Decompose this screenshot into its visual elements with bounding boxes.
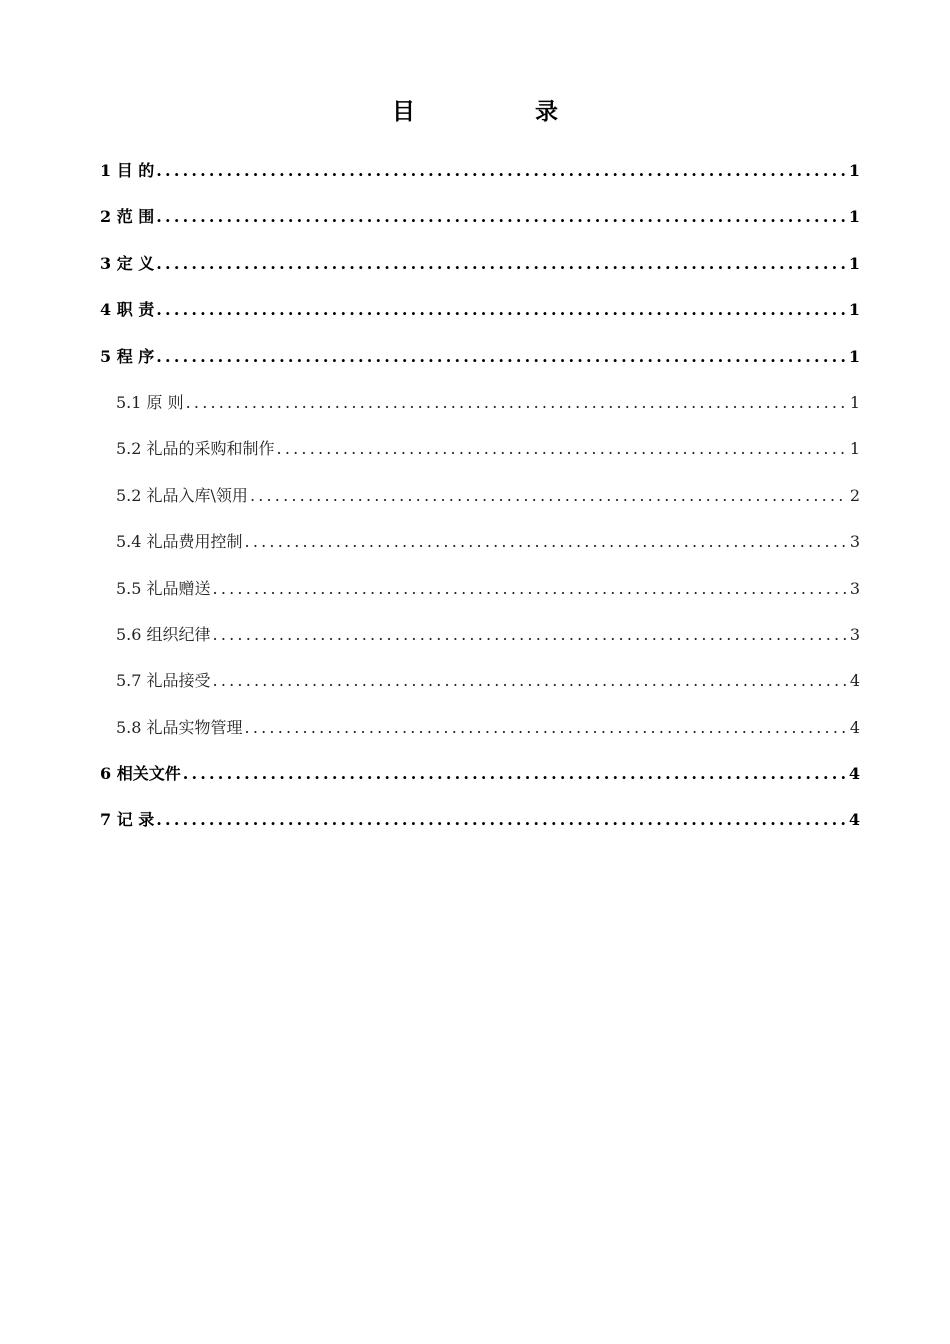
toc-entry-gift-storage[interactable]	[100, 481, 860, 527]
dot-leader	[245, 713, 848, 743]
dot-leader	[183, 759, 847, 789]
toc-entry-gift-inventory[interactable]	[100, 713, 860, 759]
toc-entry-label: 5.2 礼品的采购和制作	[116, 439, 275, 459]
toc-entry-label: 1 目 的	[100, 161, 155, 180]
dot-leader	[156, 202, 847, 232]
toc-entry-label: 5.2 礼品入库\领用	[116, 485, 248, 505]
toc-entry-label: 5.8 礼品实物管理	[116, 717, 243, 737]
toc-entry-label: 5.1 原 则	[116, 392, 184, 412]
toc-page-number: 1	[848, 346, 860, 366]
toc-entry-purpose[interactable]	[100, 156, 860, 202]
toc-page-number: 1	[848, 161, 860, 180]
dot-leader	[156, 295, 847, 325]
dot-leader	[245, 527, 848, 557]
toc-page-number: 1	[848, 253, 860, 273]
toc-page-number: 4	[848, 764, 860, 784]
dot-leader	[250, 481, 848, 511]
toc-page-number: 1	[848, 300, 860, 320]
toc-entry-principles[interactable]	[100, 388, 860, 434]
toc-entry-label: 3 定 义	[100, 253, 155, 273]
toc-entry-label: 5.7 礼品接受	[116, 671, 211, 691]
toc-entry-gift-acceptance[interactable]	[100, 666, 860, 712]
toc-entry-related-documents[interactable]	[100, 759, 860, 805]
toc-page-number: 4	[849, 671, 860, 691]
toc-page-number: 3	[849, 624, 860, 644]
toc-entry-gift-giving[interactable]	[100, 574, 860, 620]
toc-page-number: 3	[849, 532, 860, 552]
toc-page-number: 3	[849, 578, 860, 598]
toc-entry-gift-purchase[interactable]	[100, 434, 860, 480]
toc-page-number: 1	[849, 439, 860, 459]
dot-leader	[277, 434, 848, 464]
dot-leader	[156, 342, 847, 372]
toc-entry-label: 6 相关文件	[100, 764, 181, 784]
toc-entry-label: 7 记 录	[100, 810, 155, 830]
table-of-contents	[100, 156, 860, 852]
toc-entry-label: 5.5 礼品赠送	[116, 578, 211, 598]
toc-entry-procedure[interactable]	[100, 342, 860, 388]
toc-page-number: 2	[849, 485, 860, 505]
dot-leader	[213, 574, 848, 604]
dot-leader	[156, 805, 847, 835]
toc-entry-label: 5 程 序	[100, 346, 155, 366]
toc-entry-scope[interactable]	[100, 202, 860, 248]
dot-leader	[156, 249, 847, 279]
toc-entry-discipline[interactable]	[100, 620, 860, 666]
toc-entry-records[interactable]	[100, 805, 860, 851]
toc-page-number: 4	[849, 717, 860, 737]
dot-leader	[156, 156, 847, 186]
toc-entry-label: 5.6 组织纪律	[116, 624, 211, 644]
toc-entry-gift-cost-control[interactable]	[100, 527, 860, 573]
dot-leader	[213, 666, 848, 696]
toc-entry-definitions[interactable]	[100, 249, 860, 295]
toc-entry-label: 4 职 责	[100, 300, 155, 320]
toc-entry-responsibilities[interactable]	[100, 295, 860, 341]
dot-leader	[213, 620, 848, 650]
dot-leader	[186, 388, 848, 418]
toc-title: 目 录	[391, 98, 614, 125]
toc-page-number: 1	[849, 392, 860, 412]
toc-page-number: 1	[848, 207, 860, 227]
toc-entry-label: 5.4 礼品费用控制	[116, 532, 243, 552]
toc-page-number: 4	[848, 810, 860, 830]
toc-entry-label: 2 范 围	[100, 207, 155, 227]
